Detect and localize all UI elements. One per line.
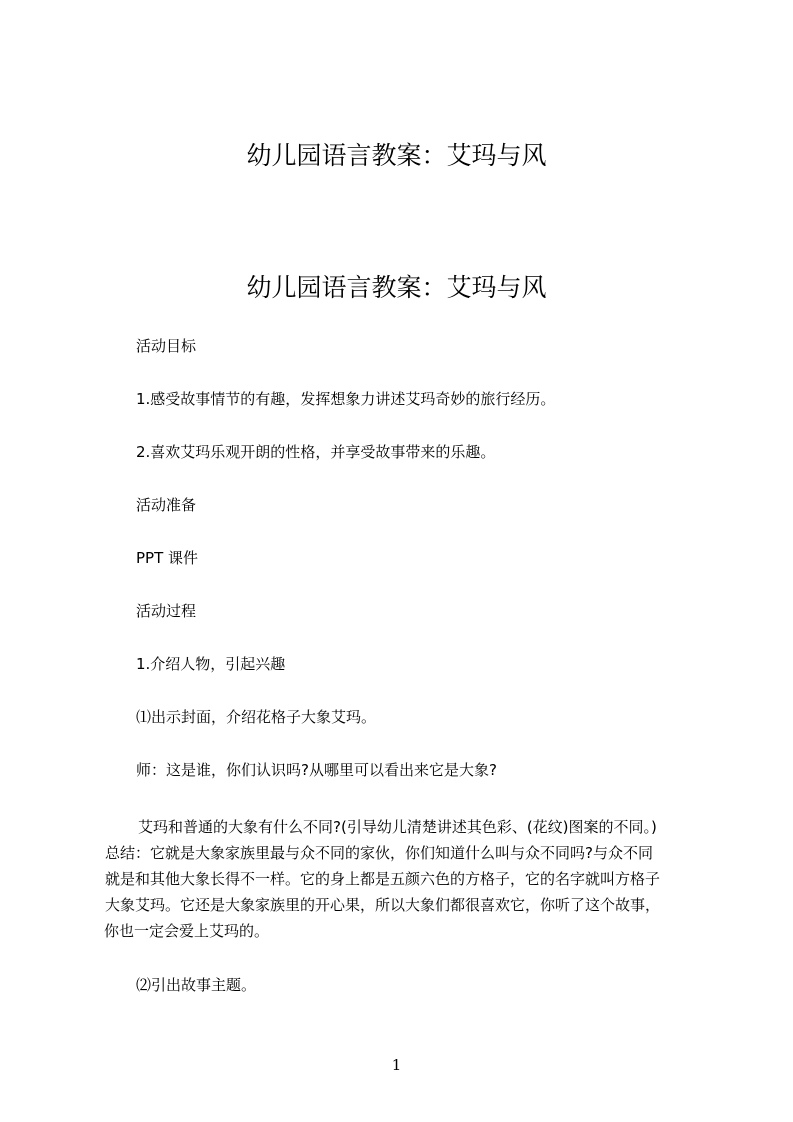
process-step-1-sub-1: ⑴出示封面，介绍花格子大象艾玛。: [136, 708, 377, 726]
goal-item-1: 1.感受故事情节的有趣，发挥想象力讲述艾玛奇妙的旅行经历。: [136, 390, 556, 408]
document-title-top: 幼儿园语言教案：艾玛与风: [246, 141, 547, 170]
section-heading-process: 活动过程: [136, 602, 197, 620]
preparation-item: PPT 课件: [136, 549, 199, 567]
summary-line: 就是和其他大象长得不一样。它的身上都是五颜六色的方格子，它的名字就叫方格子: [105, 870, 661, 888]
process-step-1-sub-2: ⑵引出故事主题。: [136, 976, 257, 994]
summary-paragraph: [104, 814, 712, 944]
section-heading-preparation: 活动准备: [136, 496, 197, 514]
process-step-1: 1.介绍人物，引起兴趣: [136, 655, 286, 673]
summary-line: 艾玛和普通的大象有什么不同?(引导幼儿清楚讲述其色彩、(花纹)图案的不同。): [138, 818, 657, 836]
teacher-question: 师：这是谁，你们认识吗?从哪里可以看出来它是大象?: [136, 761, 497, 779]
summary-line: 你也一定会爱上艾玛的。: [104, 922, 270, 940]
document-title-main: 幼儿园语言教案：艾玛与风: [246, 273, 547, 302]
page-number: 1: [391, 1056, 402, 1074]
summary-line: 总结：它就是大象家族里最与众不同的家伙，你们知道什么叫与众不同吗?与众不同: [105, 844, 653, 862]
summary-line: 大象艾玛。它还是大象家族里的开心果，所以大象们都很喜欢它，你听了这个故事，: [105, 896, 661, 914]
goal-item-2: 2.喜欢艾玛乐观开朗的性格，并享受故事带来的乐趣。: [136, 443, 496, 461]
section-heading-goal: 活动目标: [136, 337, 197, 355]
